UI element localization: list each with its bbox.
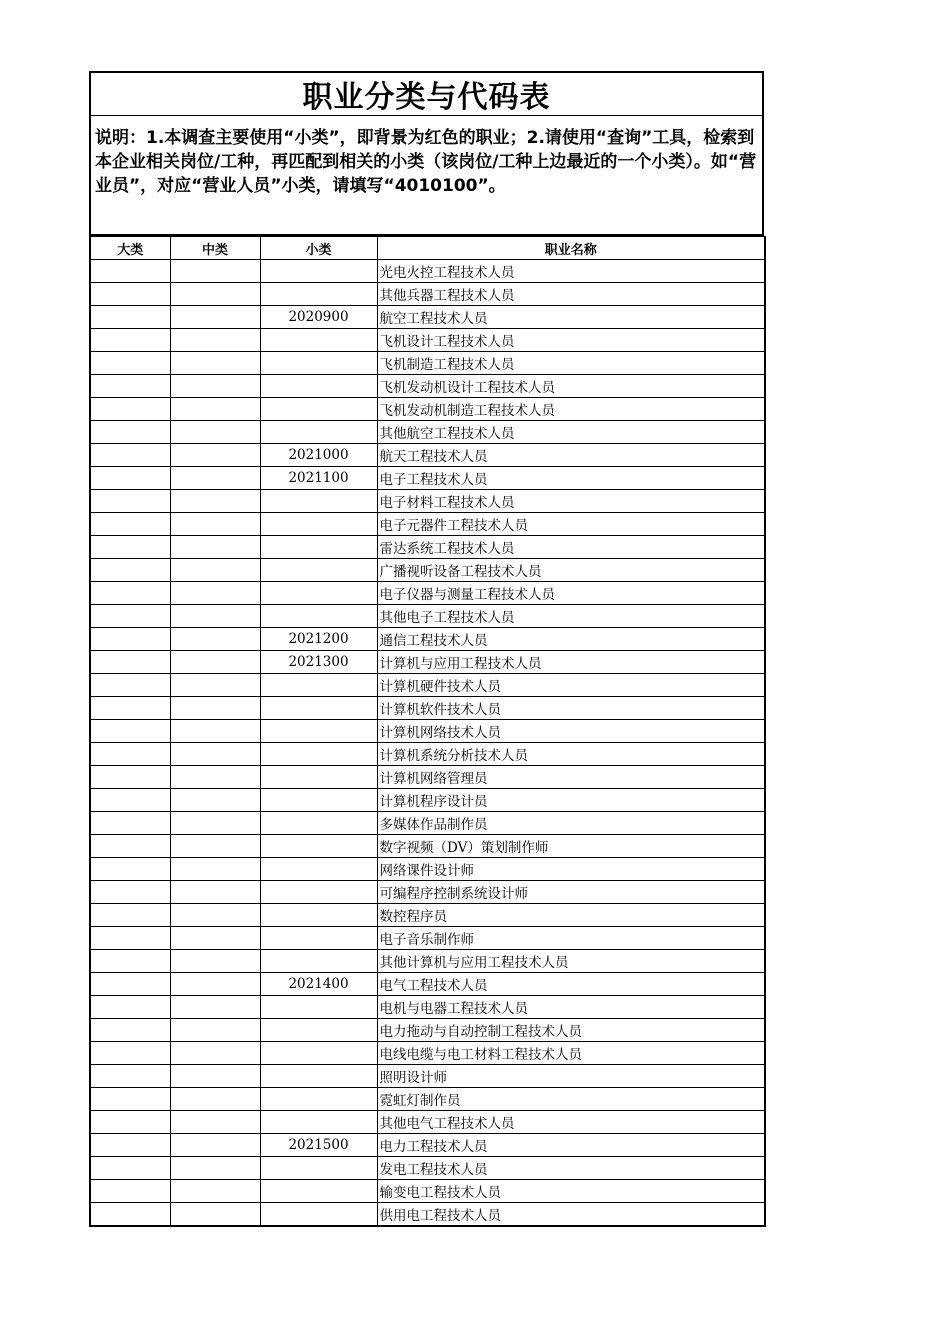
minor-code-cell[interactable]: 2021500 [260,1134,377,1157]
major-cell[interactable] [90,881,170,904]
minor-code-cell[interactable] [260,743,377,766]
middle-cell[interactable] [170,743,260,766]
major-cell[interactable] [90,398,170,421]
middle-cell[interactable] [170,444,260,467]
minor-code-cell[interactable] [260,490,377,513]
major-cell[interactable] [90,1157,170,1180]
occupation-name-cell[interactable]: 电线电缆与电工材料工程技术人员 [377,1042,765,1065]
table-row [90,950,765,973]
major-cell[interactable] [90,421,170,444]
header-middle[interactable]: 中类 [170,237,260,260]
minor-code-cell[interactable] [260,398,377,421]
major-cell[interactable] [90,743,170,766]
minor-code-cell[interactable] [260,329,377,352]
minor-code-cell[interactable] [260,375,377,398]
minor-code-cell[interactable] [260,950,377,973]
table-row [90,812,765,835]
middle-cell[interactable] [170,536,260,559]
occupation-name-cell[interactable]: 飞机发动机设计工程技术人员 [377,375,765,398]
header-row [90,237,765,260]
major-cell[interactable] [90,651,170,674]
minor-code-cell[interactable] [260,996,377,1019]
middle-cell[interactable] [170,858,260,881]
major-cell[interactable] [90,283,170,306]
middle-cell[interactable] [170,1203,260,1227]
minor-code-cell[interactable] [260,789,377,812]
minor-code-cell[interactable] [260,904,377,927]
occupation-name-cell[interactable]: 飞机设计工程技术人员 [377,329,765,352]
middle-cell[interactable] [170,1065,260,1088]
minor-code-cell[interactable]: 2021100 [260,467,377,490]
minor-code-cell[interactable] [260,605,377,628]
major-cell[interactable] [90,1042,170,1065]
table-row [90,720,765,743]
major-cell[interactable] [90,329,170,352]
major-cell[interactable] [90,766,170,789]
table-row [90,467,765,490]
table-row [90,513,765,536]
table-row [90,1019,765,1042]
minor-code-cell[interactable] [260,927,377,950]
occupation-name-cell[interactable]: 输变电工程技术人员 [377,1180,765,1203]
occupation-name-cell[interactable]: 计算机网络管理员 [377,766,765,789]
occupation-name-cell[interactable]: 其他计算机与应用工程技术人员 [377,950,765,973]
middle-cell[interactable] [170,927,260,950]
middle-cell[interactable] [170,260,260,283]
major-cell[interactable] [90,812,170,835]
occupation-name-cell[interactable]: 航天工程技术人员 [377,444,765,467]
middle-cell[interactable] [170,559,260,582]
major-cell[interactable] [90,1019,170,1042]
middle-cell[interactable] [170,904,260,927]
major-cell[interactable] [90,904,170,927]
occupation-name-cell[interactable]: 发电工程技术人员 [377,1157,765,1180]
table-row [90,306,765,329]
middle-cell[interactable] [170,720,260,743]
major-cell[interactable] [90,1203,170,1227]
middle-cell[interactable] [170,1180,260,1203]
occupation-name-cell[interactable]: 电机与电器工程技术人员 [377,996,765,1019]
middle-cell[interactable] [170,329,260,352]
table-row [90,260,765,283]
occupation-name-cell[interactable]: 飞机制造工程技术人员 [377,352,765,375]
table-row [90,1065,765,1088]
middle-cell[interactable] [170,467,260,490]
occupation-name-cell[interactable]: 网络课件设计师 [377,858,765,881]
major-cell[interactable] [90,628,170,651]
major-cell[interactable] [90,674,170,697]
occupation-name-cell[interactable]: 计算机与应用工程技术人员 [377,651,765,674]
table-row [90,1203,765,1227]
note-cell[interactable] [89,116,764,236]
minor-code-cell[interactable] [260,720,377,743]
occupation-name-cell[interactable]: 飞机发动机制造工程技术人员 [377,398,765,421]
instructions-text: 说明：1.本调查主要使用“小类”，即背景为红色的职业；2.请使用“查询”工具，检索到本企业相关岗位/工种，再匹配到相关的小类（该岗位/工种上边最近的一个小类）。如“营业员”，对应“营业人员”小类，请填写“4010100”。 [95,128,757,196]
minor-code-cell[interactable]: 2020900 [260,306,377,329]
table-row [90,881,765,904]
table-row [90,651,765,674]
minor-code-cell[interactable] [260,421,377,444]
minor-code-cell[interactable]: 2021000 [260,444,377,467]
occupation-name-cell[interactable]: 光电火控工程技术人员 [377,260,765,283]
major-cell[interactable] [90,513,170,536]
major-cell[interactable] [90,260,170,283]
table-row [90,1180,765,1203]
occupation-name-cell[interactable]: 计算机软件技术人员 [377,697,765,720]
middle-cell[interactable] [170,950,260,973]
occupation-name-cell[interactable]: 计算机程序设计员 [377,789,765,812]
table-row [90,352,765,375]
minor-code-cell[interactable]: 2021400 [260,973,377,996]
occupation-name-cell[interactable]: 电子工程技术人员 [377,467,765,490]
major-cell[interactable] [90,352,170,375]
occupation-name-cell[interactable]: 可编程序控制系统设计师 [377,881,765,904]
middle-cell[interactable] [170,283,260,306]
table-row [90,398,765,421]
middle-cell[interactable] [170,375,260,398]
middle-cell[interactable] [170,421,260,444]
minor-code-cell[interactable] [260,582,377,605]
middle-cell[interactable] [170,1111,260,1134]
table-row [90,1134,765,1157]
table-row [90,1088,765,1111]
major-cell[interactable] [90,697,170,720]
table-row [90,858,765,881]
table-row [90,973,765,996]
middle-cell[interactable] [170,996,260,1019]
occupation-table [89,236,766,1227]
major-cell[interactable] [90,1134,170,1157]
table-row [90,835,765,858]
major-cell[interactable] [90,973,170,996]
page-title: 职业分类与代码表 [302,80,551,115]
header-minor[interactable]: 小类 [260,237,377,260]
occupation-name-cell[interactable]: 霓虹灯制作员 [377,1088,765,1111]
major-cell[interactable] [90,996,170,1019]
major-cell[interactable] [90,1088,170,1111]
table-row [90,628,765,651]
occupation-name-cell[interactable]: 照明设计师 [377,1065,765,1088]
middle-cell[interactable] [170,306,260,329]
minor-code-cell[interactable] [260,835,377,858]
table-row [90,559,765,582]
table-row [90,789,765,812]
occupation-name-cell[interactable]: 电力拖动与自动控制工程技术人员 [377,1019,765,1042]
occupation-name-cell[interactable]: 供用电工程技术人员 [377,1203,765,1227]
major-cell[interactable] [90,375,170,398]
table-row [90,743,765,766]
minor-code-cell[interactable] [260,513,377,536]
minor-code-cell[interactable] [260,1111,377,1134]
major-cell[interactable] [90,950,170,973]
middle-cell[interactable] [170,1157,260,1180]
middle-cell[interactable] [170,674,260,697]
major-cell[interactable] [90,582,170,605]
minor-code-cell[interactable] [260,1180,377,1203]
table-row [90,490,765,513]
middle-cell[interactable] [170,835,260,858]
middle-cell[interactable] [170,812,260,835]
middle-cell[interactable] [170,789,260,812]
minor-code-cell[interactable] [260,674,377,697]
table-row [90,605,765,628]
occupation-name-cell[interactable]: 电子仪器与测量工程技术人员 [377,582,765,605]
major-cell[interactable] [90,467,170,490]
minor-code-cell[interactable] [260,812,377,835]
minor-code-cell[interactable] [260,1065,377,1088]
occupation-name-cell[interactable]: 雷达系统工程技术人员 [377,536,765,559]
table-row [90,283,765,306]
major-cell[interactable] [90,536,170,559]
occupation-name-cell[interactable]: 多媒体作品制作员 [377,812,765,835]
minor-code-cell[interactable] [260,352,377,375]
middle-cell[interactable] [170,628,260,651]
table-row [90,904,765,927]
table-row [90,697,765,720]
occupation-name-cell[interactable]: 电子音乐制作师 [377,927,765,950]
table-row [90,421,765,444]
header-name[interactable]: 职业名称 [377,237,765,260]
major-cell[interactable] [90,559,170,582]
middle-cell[interactable] [170,352,260,375]
major-cell[interactable] [90,605,170,628]
table-row [90,1157,765,1180]
occupation-name-cell[interactable]: 数控程序员 [377,904,765,927]
table-row [90,927,765,950]
minor-code-cell[interactable] [260,881,377,904]
occupation-name-cell[interactable]: 计算机系统分析技术人员 [377,743,765,766]
middle-cell[interactable] [170,1042,260,1065]
middle-cell[interactable] [170,605,260,628]
table-row [90,536,765,559]
major-cell[interactable] [90,1111,170,1134]
table-row [90,1042,765,1065]
minor-code-cell[interactable] [260,1019,377,1042]
major-cell[interactable] [90,720,170,743]
middle-cell[interactable] [170,697,260,720]
middle-cell[interactable] [170,651,260,674]
major-cell[interactable] [90,789,170,812]
major-cell[interactable] [90,306,170,329]
minor-code-cell[interactable] [260,858,377,881]
middle-cell[interactable] [170,766,260,789]
major-cell[interactable] [90,490,170,513]
middle-cell[interactable] [170,490,260,513]
middle-cell[interactable] [170,513,260,536]
occupation-name-cell[interactable]: 其他电子工程技术人员 [377,605,765,628]
occupation-name-cell[interactable]: 电子材料工程技术人员 [377,490,765,513]
occupation-name-cell[interactable]: 广播视听设备工程技术人员 [377,559,765,582]
minor-code-cell[interactable]: 2021300 [260,651,377,674]
table-row [90,582,765,605]
occupation-name-cell[interactable]: 航空工程技术人员 [377,306,765,329]
middle-cell[interactable] [170,1134,260,1157]
table-row [90,375,765,398]
major-cell[interactable] [90,858,170,881]
table-row [90,996,765,1019]
middle-cell[interactable] [170,1019,260,1042]
minor-code-cell[interactable] [260,260,377,283]
minor-code-cell[interactable]: 2021200 [260,628,377,651]
occupation-name-cell[interactable]: 其他电气工程技术人员 [377,1111,765,1134]
middle-cell[interactable] [170,398,260,421]
minor-code-cell[interactable] [260,283,377,306]
occupation-name-cell[interactable]: 电子元器件工程技术人员 [377,513,765,536]
minor-code-cell[interactable] [260,766,377,789]
title-cell[interactable] [89,71,764,116]
table-row [90,674,765,697]
occupation-name-cell[interactable]: 通信工程技术人员 [377,628,765,651]
table-row [90,766,765,789]
major-cell[interactable] [90,927,170,950]
occupation-name-cell[interactable]: 电气工程技术人员 [377,973,765,996]
middle-cell[interactable] [170,1088,260,1111]
minor-code-cell[interactable] [260,1042,377,1065]
major-cell[interactable] [90,444,170,467]
major-cell[interactable] [90,1180,170,1203]
minor-code-cell[interactable] [260,1088,377,1111]
table-row [90,444,765,467]
major-cell[interactable] [90,835,170,858]
occupation-name-cell[interactable]: 计算机硬件技术人员 [377,674,765,697]
occupation-name-cell[interactable]: 其他航空工程技术人员 [377,421,765,444]
occupation-name-cell[interactable]: 计算机网络技术人员 [377,720,765,743]
minor-code-cell[interactable] [260,1157,377,1180]
spreadsheet [89,71,764,1227]
occupation-name-cell[interactable]: 数字视频（DV）策划制作师 [377,835,765,858]
minor-code-cell[interactable] [260,697,377,720]
occupation-name-cell[interactable]: 电力工程技术人员 [377,1134,765,1157]
occupation-name-cell[interactable]: 其他兵器工程技术人员 [377,283,765,306]
minor-code-cell[interactable] [260,559,377,582]
minor-code-cell[interactable] [260,1203,377,1227]
middle-cell[interactable] [170,973,260,996]
middle-cell[interactable] [170,582,260,605]
header-major[interactable]: 大类 [90,237,170,260]
table-row [90,329,765,352]
minor-code-cell[interactable] [260,536,377,559]
major-cell[interactable] [90,1065,170,1088]
middle-cell[interactable] [170,881,260,904]
table-row [90,1111,765,1134]
